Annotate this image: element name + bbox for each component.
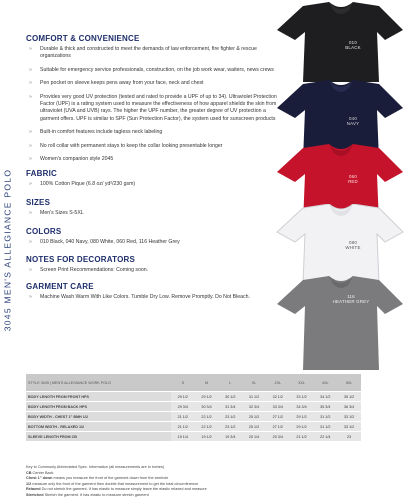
shirt-white-tag: 080 WHITE xyxy=(345,240,361,251)
comfort-item: » Pen pocket on sleeve keeps pens away from your face, neck and chest xyxy=(26,80,286,87)
spec-header-cell: 4XL xyxy=(313,374,337,392)
notes-heading: NOTES FOR DECORATORS xyxy=(26,254,136,264)
abbreviation-key xyxy=(26,465,386,498)
notes-section xyxy=(26,255,286,274)
care-heading: GARMENT CARE xyxy=(26,282,94,292)
comfort-item: » No roll collar with permanent stays to keep the collar looking presentable longer xyxy=(26,143,286,150)
shirt-navy-tag: 040 NAVY xyxy=(346,116,360,127)
side-title-bar xyxy=(0,0,14,500)
side-title: 3045 MEN'S ALLEGIANCE POLO xyxy=(2,168,13,332)
spec-header-cell: M xyxy=(195,374,219,392)
spec-header-cell: 3XL xyxy=(290,374,314,392)
sizes-item: » Men's Sizes S-5XL xyxy=(26,210,286,217)
table-row: SLEEVE LENGTH FROM CB 19 1/4 19 1/2 19 3/4 20 1/4 20 3/4 21 1/2 22 1/4 23 xyxy=(26,432,361,442)
table-row: BODY LENGTH FROM FRONT HPS 29 1/2 29 1/2 30 1/2 31 1/2 32 1/2 33 1/2 34 1/2 35 1/2 xyxy=(26,392,361,402)
spec-header-cell: S xyxy=(171,374,195,392)
shirt-grey-tag: 116 HEATHER GREY xyxy=(332,294,370,305)
fabric-heading: FABRIC xyxy=(26,169,57,179)
key-line: Chest 1" down means you measure the front of the garment down from the armhole xyxy=(26,476,169,480)
colors-heading: COLORS xyxy=(26,227,62,237)
comfort-item: » Durable & thick and constructed to meet the demands of law enforcement, fire fighter & rescue organizations xyxy=(26,46,286,61)
comfort-list xyxy=(26,46,286,163)
key-line: Key to Commonly Abbreviated Spec. Information (all measurements are in inches) xyxy=(26,465,165,469)
comfort-item: » Women's companion style 2045 xyxy=(26,156,286,163)
spec-header-cell: 2XL xyxy=(266,374,290,392)
spec-header-cell: L xyxy=(218,374,242,392)
sizes-heading: SIZES xyxy=(26,197,51,207)
fabric-item: » 100% Cotton Pique (6.8 oz/ yd²/230 gsm) xyxy=(26,181,286,188)
spec-header-cell: 5XL xyxy=(337,374,361,392)
spec-header-row xyxy=(26,374,361,392)
shirt-grey-image xyxy=(273,276,405,370)
spec-header-cell: XL xyxy=(242,374,266,392)
shirt-white-image xyxy=(273,204,405,284)
comfort-item: » Built-in comfort features include tagless neck labeling xyxy=(26,129,286,136)
key-line: Relaxed Do not stretch the garment. It has elastic to measure simply leave the elastic relaxed and measure xyxy=(26,487,207,491)
table-row: BODY LENGTH FROM BACK HPS 29 3/4 30 3/4 31 3/4 32 3/4 33 3/4 34 3/4 35 3/4 36 3/4 xyxy=(26,402,361,412)
colors-section xyxy=(26,227,286,246)
key-line: CB Center Back xyxy=(26,470,54,475)
fabric-section xyxy=(26,169,286,188)
spec-table xyxy=(26,374,361,442)
comfort-item: » Provides very good UV protection (tested and rated to provide a UPF of up to 34). Ultraviolet Protection Factor (UPF) is a rating system used to measure the effectiveness of how apparel shields the skin from ultraviolet (UVA and UVB) rays. The higher the UPF number, the greater degree of UV protection a garment offers. UPF is similar to SPF (Sun Protection Factor), the system used for sunscreen products xyxy=(26,94,286,124)
table-row: BOTTOM WIDTH - RELAXED 1/2 21 1/2 22 1/2 23 1/2 25 1/2 27 1/2 29 1/2 31 1/2 33 1/2 xyxy=(26,422,361,432)
key-line: 1/2 measure only the front of the garment then double that measurement to get the total circumference xyxy=(26,481,199,486)
comfort-heading: COMFORT & CONVENIENCE xyxy=(26,34,140,43)
shirt-black-tag: 010 BLACK xyxy=(345,40,361,51)
colors-item: » 010 Black, 040 Navy, 080 White, 060 Red, 116 Heather Grey xyxy=(26,239,286,246)
care-section xyxy=(26,282,286,301)
key-line: Stretched Stretch the garment. It has elastic to measure stretch garment xyxy=(26,492,149,497)
notes-item: » Screen Print Recommendations: Coming soon. xyxy=(26,267,286,274)
comfort-section xyxy=(26,34,286,163)
care-item: » Machine Wash Warm With Like Colors. Tumble Dry Low. Remove Promptly. Do Not Bleach. xyxy=(26,294,286,301)
shirt-black-image xyxy=(273,2,405,82)
spec-header-cell: STYLE 3045 | MEN'S ALLEGIANCE WORK POLO xyxy=(26,374,171,392)
comfort-item: » Suitable for emergency service professionals, construction, on the job work wear, waiters, news crews xyxy=(26,67,286,74)
sizes-section xyxy=(26,198,286,217)
feature-content xyxy=(26,34,286,305)
table-row: BODY WIDTH - CHEST 1" BMH 1/2 21 1/2 22 1/2 23 1/2 25 1/2 27 1/2 29 1/2 31 1/2 33 1/2 xyxy=(26,412,361,422)
shirt-red-tag: 060 RED xyxy=(348,174,358,185)
